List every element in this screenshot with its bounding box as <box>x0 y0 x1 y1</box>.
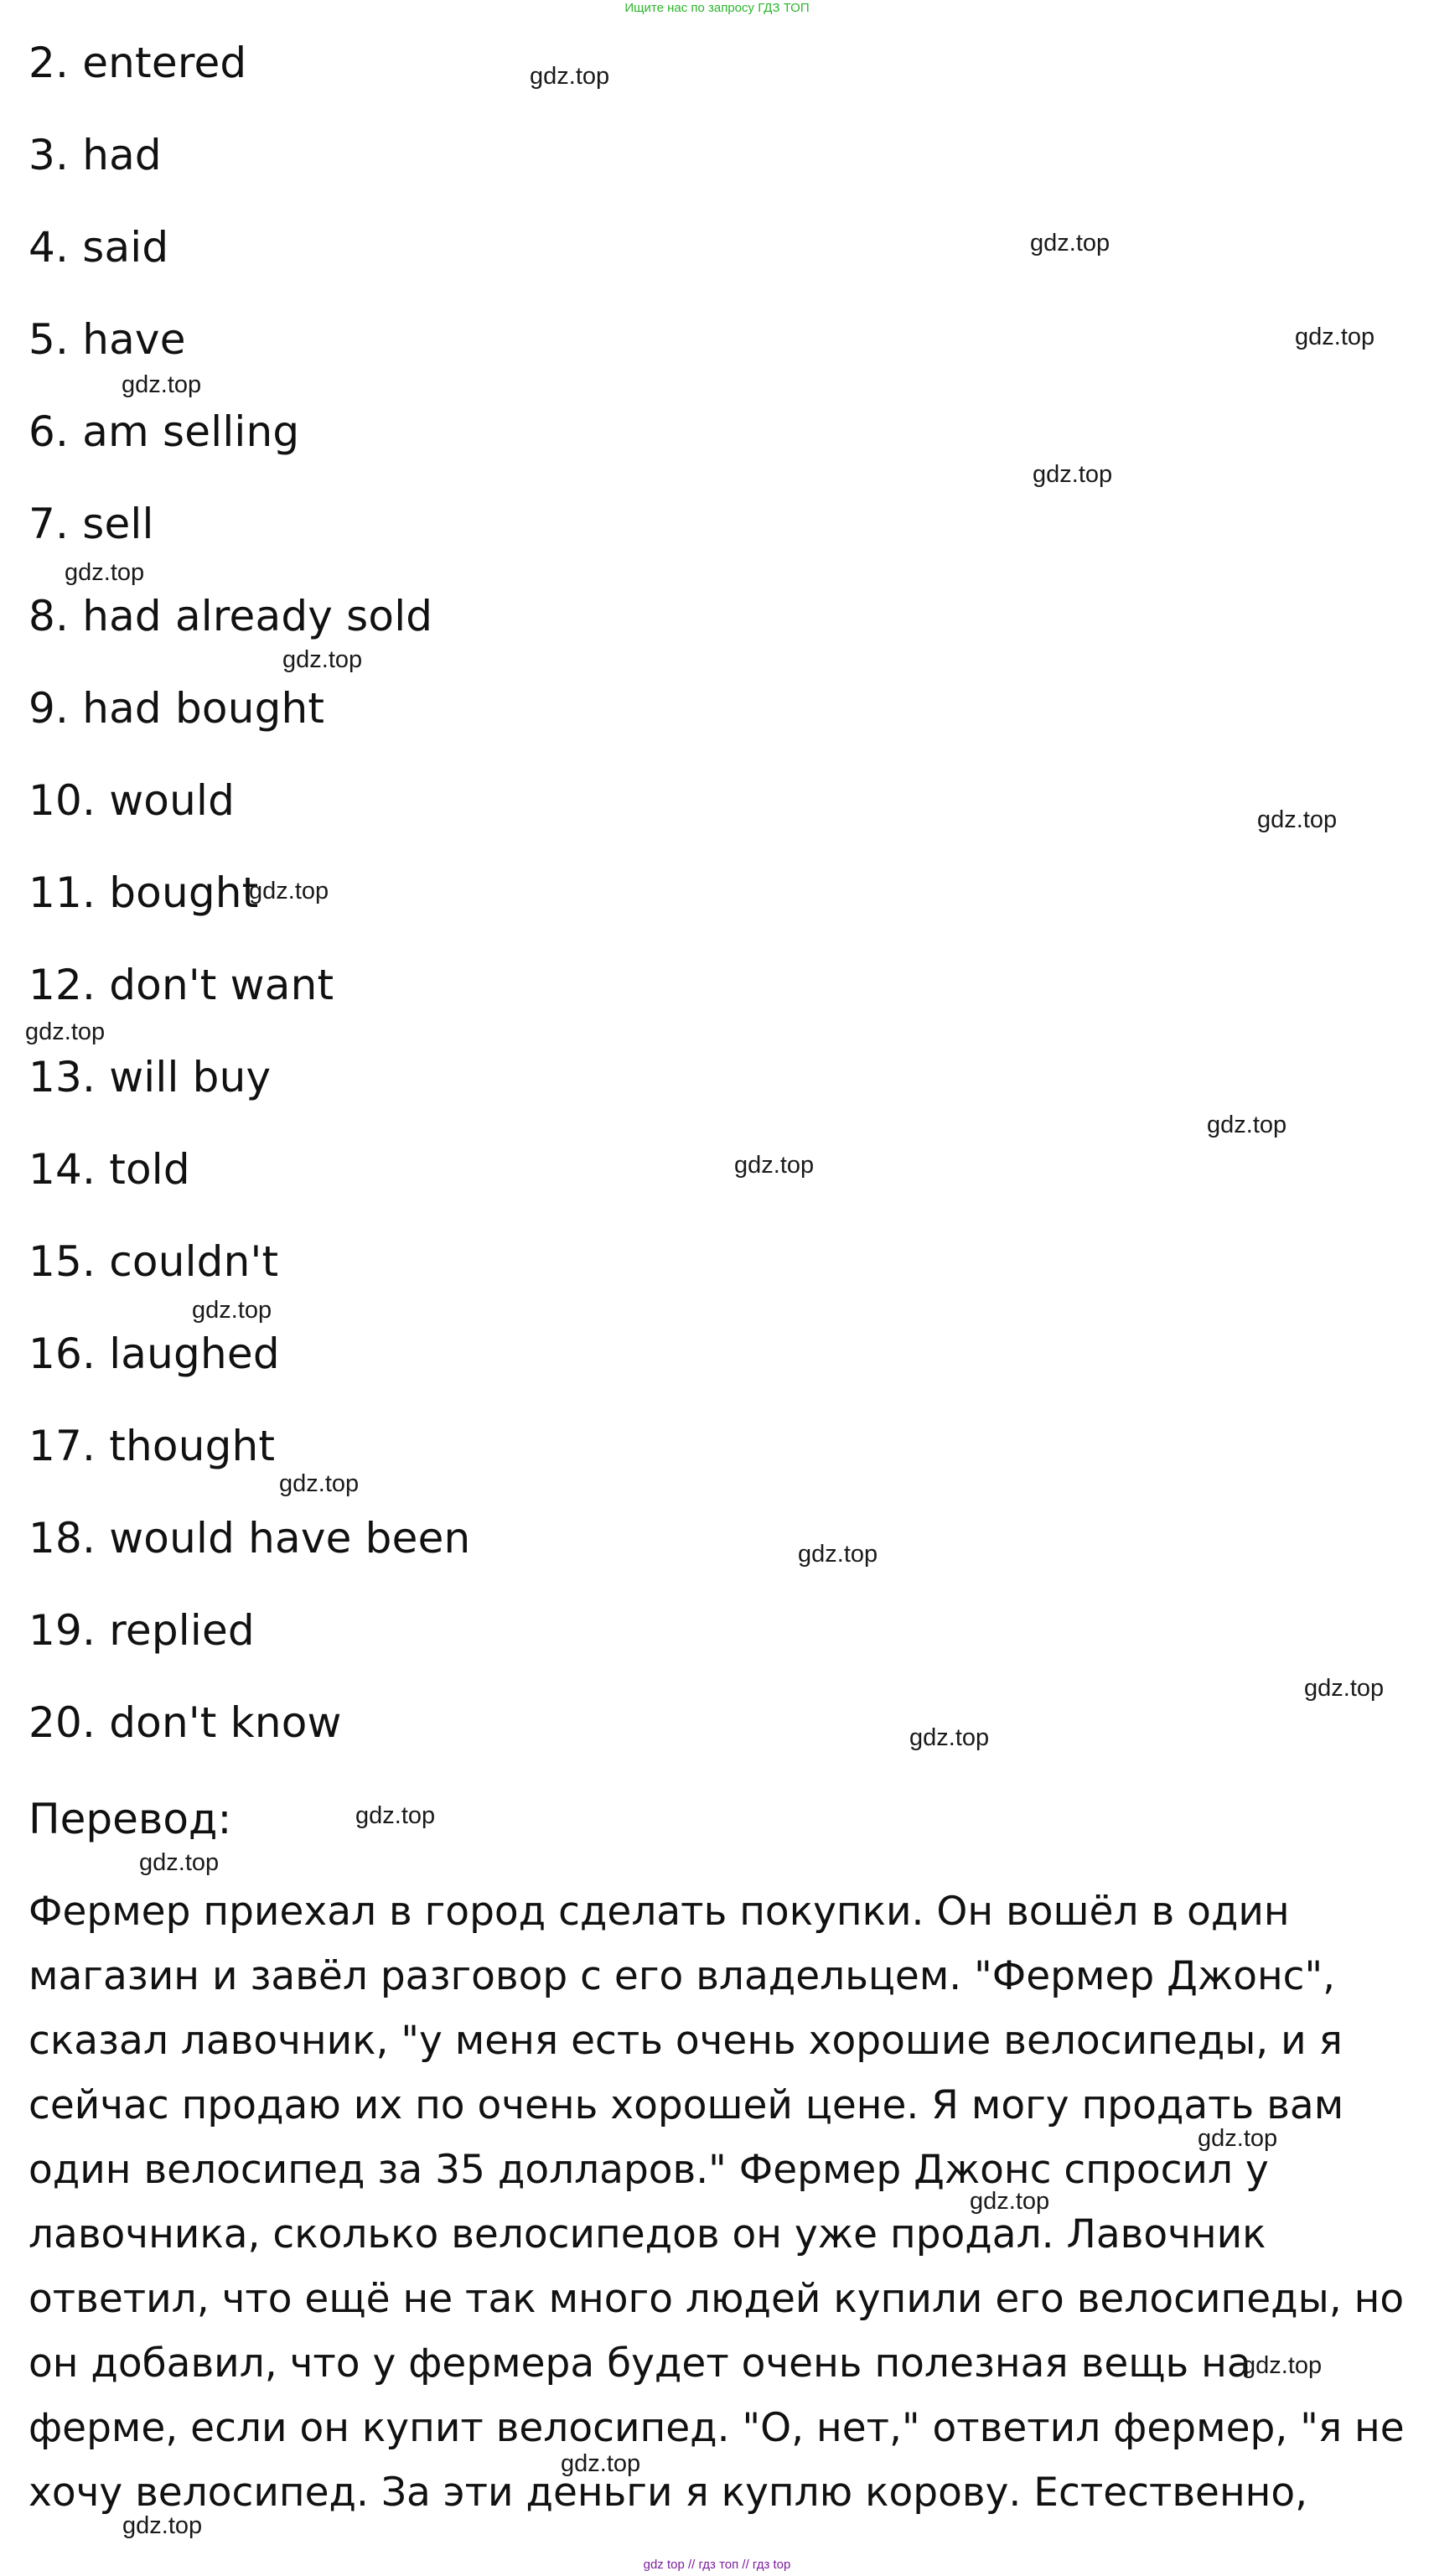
answer-item: 5. have <box>28 315 186 364</box>
translation-line: хочу велосипед. За эти деньги я куплю корову. Естественно, <box>28 2470 1308 2516</box>
answer-item: 19. replied <box>28 1606 255 1655</box>
watermark: gdz.top <box>1207 1112 1287 1138</box>
answer-item: 3. had <box>28 131 162 179</box>
translation-line: один велосипед за 35 долларов." Фермер Джонс спросил у <box>28 2147 1269 2193</box>
watermark: gdz.top <box>798 1541 878 1568</box>
watermark: gdz.top <box>909 1724 990 1751</box>
translation-line: Фермер приехал в город сделать покупки. Он вошёл в один <box>28 1889 1290 1935</box>
translation-line: ответил, что ещё не так много людей купили его велосипеды, но <box>28 2276 1405 2322</box>
answer-item: 16. laughed <box>28 1329 280 1378</box>
translation-line: магазин и завёл разговор с его владельцем. "Фермер Джонс", <box>28 1953 1336 1999</box>
watermark: gdz.top <box>65 559 145 586</box>
answer-item: 17. thought <box>28 1422 276 1470</box>
answer-item: 7. sell <box>28 500 154 548</box>
answer-item: 14. told <box>28 1145 190 1194</box>
watermark: gdz.top <box>139 1849 220 1876</box>
watermark: gdz.top <box>1030 230 1110 257</box>
top-banner: Ищите нас по запросу ГДЗ ТОП <box>624 1 810 15</box>
translation-line: сказал лавочник, "у меня есть очень хорошие велосипеды, и я <box>28 2018 1343 2064</box>
answer-item: 8. had already sold <box>28 592 433 640</box>
translation-line: сейчас продаю их по очень хорошей цене. Я могу продать вам <box>28 2082 1344 2128</box>
watermark: gdz.top <box>249 878 329 904</box>
answer-item: 12. don't want <box>28 961 334 1009</box>
watermark: gdz.top <box>355 1802 436 1829</box>
watermark: gdz.top <box>1295 324 1375 350</box>
translation-heading: Перевод: <box>28 1795 232 1843</box>
answer-item: 4. said <box>28 223 169 272</box>
translation-line: он добавил, что у фермера будет очень полезная вещь на <box>28 2340 1251 2387</box>
answer-item: 10. would <box>28 776 236 825</box>
watermark: gdz.top <box>970 2188 1050 2215</box>
answer-item: 20. don't know <box>28 1698 342 1747</box>
answer-item: 9. had bought <box>28 684 325 733</box>
watermark: gdz.top <box>279 1470 360 1497</box>
watermark: gdz.top <box>530 63 610 90</box>
watermark: gdz.top <box>734 1152 815 1179</box>
watermark: gdz.top <box>122 2512 203 2539</box>
watermark: gdz.top <box>561 2450 641 2477</box>
answer-item: 11. bought <box>28 868 259 917</box>
translation-line: лавочника, сколько велосипедов он уже продал. Лавочник <box>28 2211 1266 2257</box>
footer-links: gdz top // гдз топ // гдз top <box>643 2558 791 2572</box>
answer-item: 18. would have been <box>28 1514 471 1563</box>
watermark: gdz.top <box>192 1297 272 1324</box>
watermark: gdz.top <box>1033 461 1113 488</box>
answer-item: 6. am selling <box>28 407 300 456</box>
watermark: gdz.top <box>282 646 363 673</box>
watermark: gdz.top <box>1198 2125 1278 2152</box>
watermark: gdz.top <box>1257 806 1338 833</box>
translation-text <box>28 1879 1420 2525</box>
translation-line: ферме, если он купит велосипед. "О, нет," ответил фермер, "я не <box>28 2405 1405 2451</box>
answer-item: 2. entered <box>28 39 247 87</box>
watermark: gdz.top <box>122 371 202 398</box>
watermark: gdz.top <box>1304 1675 1385 1702</box>
watermark: gdz.top <box>1242 2352 1323 2379</box>
answer-item: 13. will buy <box>28 1053 272 1101</box>
answer-item: 15. couldn't <box>28 1237 279 1286</box>
watermark: gdz.top <box>25 1018 106 1045</box>
